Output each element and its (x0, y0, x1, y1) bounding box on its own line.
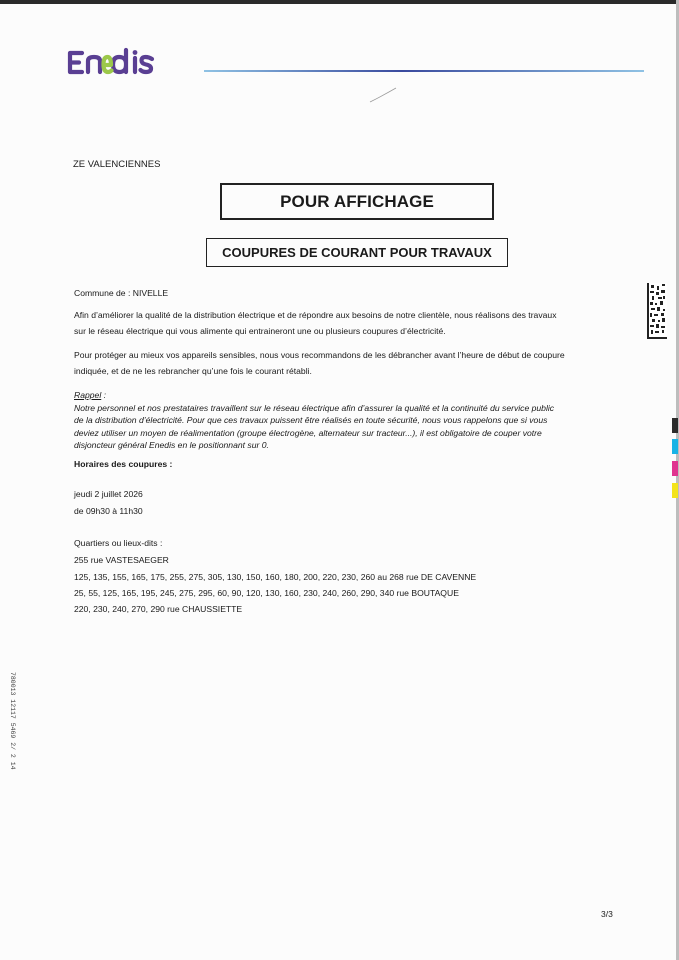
enedis-logo (66, 44, 198, 80)
color-swatch-yellow (672, 483, 678, 498)
header-rule (204, 70, 644, 72)
page-number: 3/3 (601, 909, 613, 919)
advice-paragraph (74, 347, 622, 379)
color-swatch-magenta (672, 461, 678, 476)
rappel-line-2: de la distribution d’électricité. Pour que ces travaux puissent être réalisés en toute sécurité, nous vous rappelons que si vous (74, 415, 548, 425)
zone-label: ZE VALENCIENNES (73, 159, 161, 170)
intro-line-2: sur le réseau électrique qui vous alimente qui entraineront une ou plusieurs coupures d’électricité. (74, 326, 446, 336)
scan-edge-top (0, 0, 679, 4)
commune-line: Commune de : NIVELLE (74, 288, 169, 298)
side-reference-code: 780013 12117 5469 2/ 2 14 (9, 672, 16, 770)
stray-pen-mark (368, 86, 398, 104)
rappel-heading (74, 389, 622, 402)
color-swatch-black (672, 418, 678, 433)
datamatrix-code (647, 283, 667, 339)
intro-paragraph (74, 307, 622, 339)
intro-line-1: Afin d’améliorer la qualité de la distribution électrique et de répondre aux besoins de notre clientèle, nous réalisons des travaux (74, 310, 557, 320)
rappel-label: Rappel (74, 390, 102, 400)
page-title: POUR AFFICHAGE (220, 183, 494, 220)
rappel-line-1: Notre personnel et nos prestataires travaillent sur le réseau électrique afin d’assurer la qualité et la continuité du service public (74, 402, 555, 413)
location-item: 220, 230, 240, 270, 290 rue CHAUSSIETTE (74, 604, 243, 614)
advice-line-1: Pour protéger au mieux vos appareils sensibles, nous vous recommandons de les débrancher avant l’heure de début de coupure (74, 350, 565, 360)
schedule-heading: Horaires des coupures : (74, 459, 173, 469)
page-subtitle: COUPURES DE COURANT POUR TRAVAUX (206, 238, 508, 267)
location-item: 25, 55, 125, 165, 195, 245, 275, 295, 60, 90, 120, 130, 160, 230, 240, 260, 290, 340 rue BOUTAQUE (74, 588, 459, 598)
schedule-date: jeudi 2 juillet 2026 (74, 489, 143, 499)
color-swatch-cyan (672, 439, 678, 454)
locations-heading: Quartiers ou lieux-dits : (74, 538, 163, 548)
location-item: 125, 135, 155, 165, 175, 255, 275, 305, 130, 150, 160, 180, 200, 220, 230, 260 au 268 rue DE CAVENNE (74, 572, 477, 582)
location-item: 255 rue VASTESAEGER (74, 555, 169, 565)
advice-line-2: indiquée, et de ne les rebrancher qu’une fois le courant rétabli. (74, 366, 312, 376)
rappel-suffix: : (101, 390, 107, 400)
rappel-block (74, 389, 622, 452)
rappel-line-3: deviez utiliser un moyen de réalimentation (groupe électrogène, alternateur sur tracteur...), il est obligatoire de couper votre (74, 427, 542, 438)
schedule-time: de 09h30 à 11h30 (74, 506, 143, 516)
rappel-line-4: disjoncteur général Enedis en le positionnant sur 0. (74, 440, 269, 450)
